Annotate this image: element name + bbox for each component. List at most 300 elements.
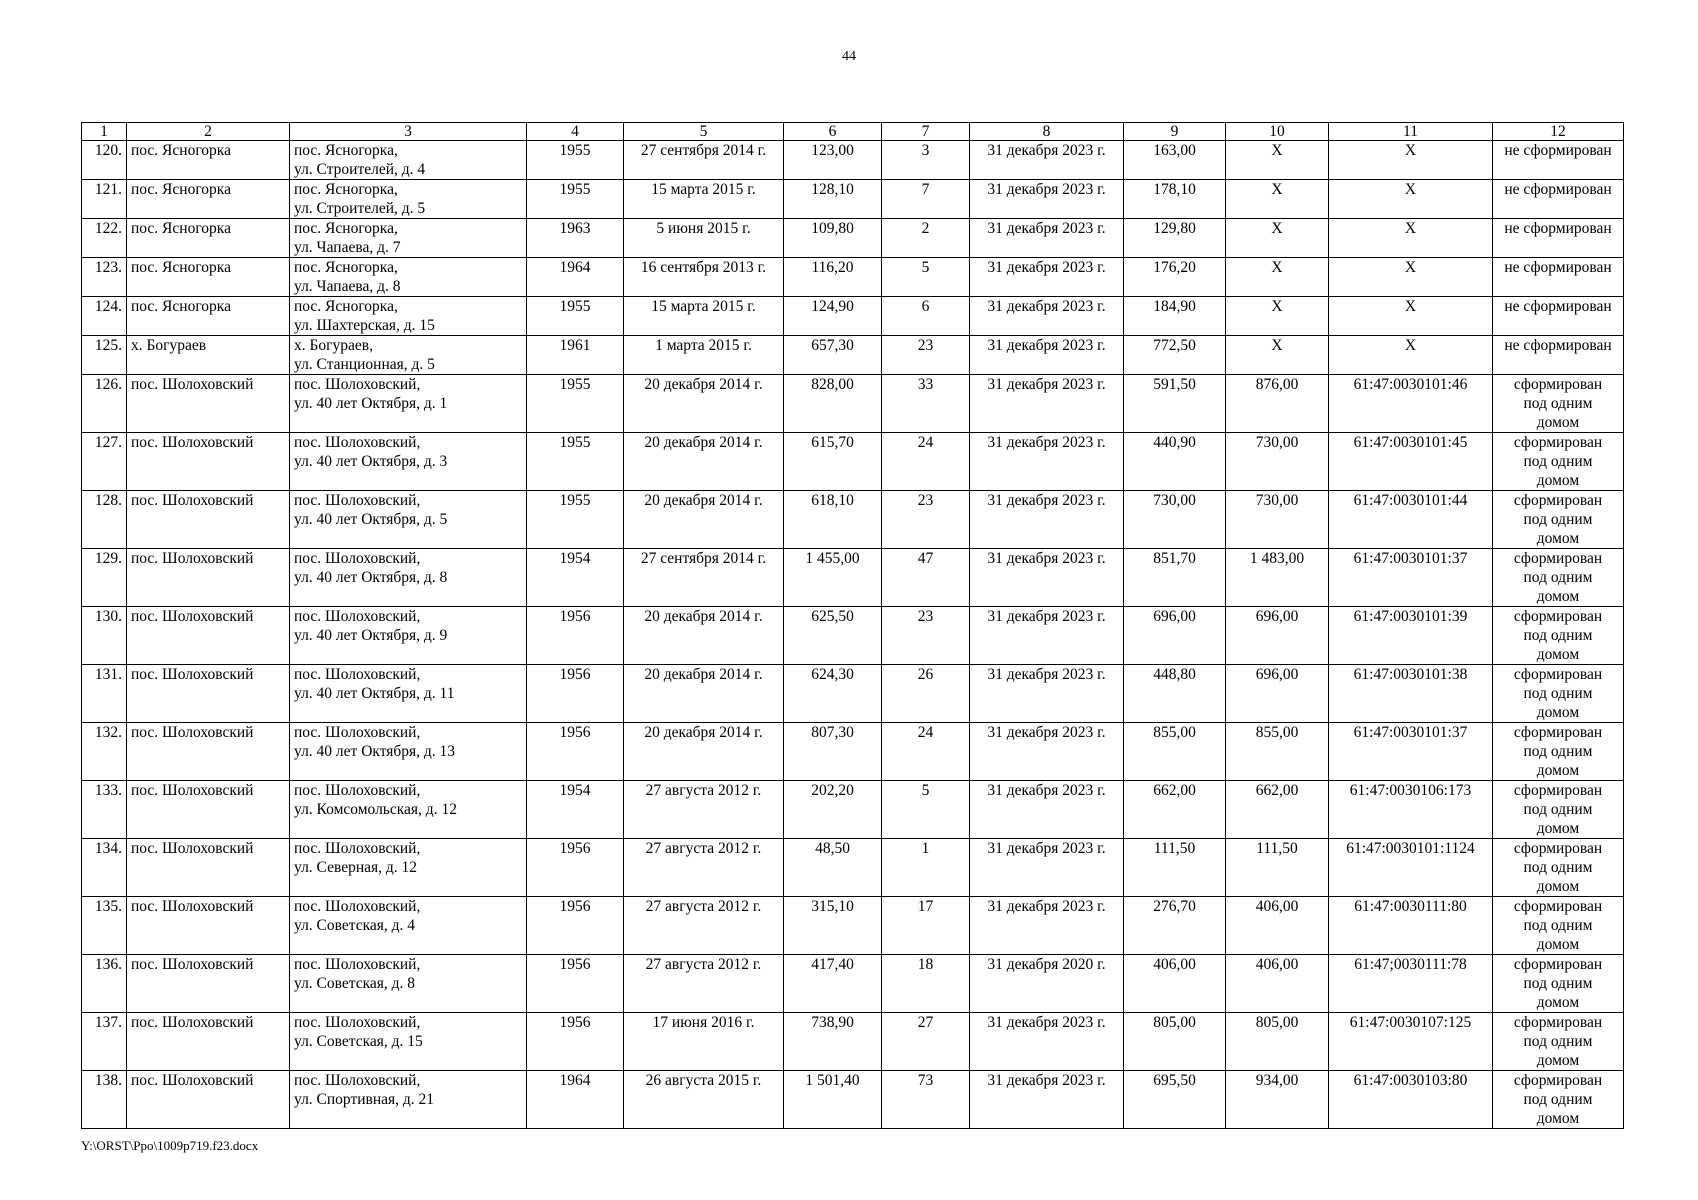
deadline-cell: 31 декабря 2020 г.: [970, 955, 1124, 1013]
address-line-2: ул. 40 лет Октября, д. 13: [294, 743, 456, 760]
row-number: 125.: [82, 336, 127, 375]
address-line-2: ул. 40 лет Октября, д. 3: [294, 453, 448, 470]
land-status-cell: [1493, 180, 1624, 219]
settlement-cell: пос. Шолоховский: [127, 665, 290, 723]
count-cell: 17: [882, 897, 970, 955]
settlement-cell: пос. Ясногорка: [127, 180, 290, 219]
settlement-cell: пос. Шолоховский: [127, 1071, 290, 1129]
status-line-2: под одним: [1523, 1033, 1593, 1050]
settlement-cell: пос. Шолоховский: [127, 491, 290, 549]
value-9-cell: 184,90: [1124, 297, 1226, 336]
area-cell: 1 455,00: [784, 549, 882, 607]
status-line-2: под одним: [1523, 453, 1593, 470]
land-status-cell: [1493, 297, 1624, 336]
deadline-cell: 31 декабря 2023 г.: [970, 141, 1124, 180]
address-line-1: пос. Ясногорка,: [294, 298, 398, 315]
count-cell: 24: [882, 723, 970, 781]
count-cell: 24: [882, 433, 970, 491]
land-status-cell: [1493, 781, 1624, 839]
deadline-cell: 31 декабря 2023 г.: [970, 180, 1124, 219]
area-cell: 618,10: [784, 491, 882, 549]
value-9-cell: 695,50: [1124, 1071, 1226, 1129]
date-cell: 20 декабря 2014 г.: [624, 607, 784, 665]
value-9-cell: 111,50: [1124, 839, 1226, 897]
land-status-cell: [1493, 665, 1624, 723]
count-cell: 7: [882, 180, 970, 219]
status-line-2: под одним: [1523, 917, 1593, 934]
column-number-5: 5: [624, 123, 784, 141]
date-cell: 27 августа 2012 г.: [624, 897, 784, 955]
value-10-cell: Х: [1226, 180, 1329, 219]
status-line-3: домом: [1536, 1052, 1580, 1069]
deadline-cell: 31 декабря 2023 г.: [970, 1071, 1124, 1129]
status-line-1: не сформирован: [1504, 298, 1612, 315]
status-line-1: сформирован: [1513, 840, 1603, 857]
value-10-cell: Х: [1226, 297, 1329, 336]
status-line-3: домом: [1536, 936, 1580, 953]
status-line-3: домом: [1536, 878, 1580, 895]
address-cell: [290, 433, 527, 491]
value-10-cell: 696,00: [1226, 665, 1329, 723]
land-status-cell: [1493, 1013, 1624, 1071]
cadastral-number-cell: 61:47:0030101:46: [1329, 375, 1493, 433]
row-number: 135.: [82, 897, 127, 955]
row-number: 127.: [82, 433, 127, 491]
year-cell: 1955: [527, 375, 624, 433]
cadastral-number-cell: 61:47:0030101:44: [1329, 491, 1493, 549]
area-cell: 116,20: [784, 258, 882, 297]
address-line-1: пос. Ясногорка,: [294, 142, 398, 159]
row-number: 129.: [82, 549, 127, 607]
table-row: [82, 839, 1624, 897]
settlement-cell: пос. Шолоховский: [127, 955, 290, 1013]
table-row: [82, 491, 1624, 549]
settlement-cell: пос. Ясногорка: [127, 258, 290, 297]
address-cell: [290, 180, 527, 219]
status-line-1: не сформирован: [1504, 337, 1612, 354]
address-line-2: ул. Советская, д. 8: [294, 975, 416, 992]
status-line-2: под одним: [1523, 395, 1593, 412]
date-cell: 26 августа 2015 г.: [624, 1071, 784, 1129]
row-number: 126.: [82, 375, 127, 433]
address-line-2: ул. Шахтерская, д. 15: [294, 317, 435, 334]
count-cell: 5: [882, 258, 970, 297]
date-cell: 27 августа 2012 г.: [624, 955, 784, 1013]
area-cell: 123,00: [784, 141, 882, 180]
address-line-1: пос. Шолоховский,: [294, 376, 421, 393]
value-10-cell: Х: [1226, 219, 1329, 258]
row-number: 124.: [82, 297, 127, 336]
count-cell: 5: [882, 781, 970, 839]
land-status-cell: [1493, 723, 1624, 781]
settlement-cell: пос. Шолоховский: [127, 549, 290, 607]
date-cell: 1 марта 2015 г.: [624, 336, 784, 375]
address-line-1: х. Богураев,: [294, 337, 373, 354]
settlement-cell: пос. Ясногорка: [127, 219, 290, 258]
land-status-cell: [1493, 897, 1624, 955]
year-cell: 1955: [527, 180, 624, 219]
status-line-3: домом: [1536, 414, 1580, 431]
table-row: [82, 549, 1624, 607]
value-10-cell: 934,00: [1226, 1071, 1329, 1129]
row-number: 132.: [82, 723, 127, 781]
address-line-2: ул. 40 лет Октября, д. 8: [294, 569, 448, 586]
address-line-1: пос. Ясногорка,: [294, 220, 398, 237]
value-9-cell: 276,70: [1124, 897, 1226, 955]
row-number: 137.: [82, 1013, 127, 1071]
area-cell: 1 501,40: [784, 1071, 882, 1129]
value-10-cell: Х: [1226, 258, 1329, 297]
land-status-cell: [1493, 491, 1624, 549]
table-row: [82, 897, 1624, 955]
address-line-1: пос. Шолоховский,: [294, 724, 421, 741]
address-cell: [290, 141, 527, 180]
date-cell: 15 марта 2015 г.: [624, 180, 784, 219]
deadline-cell: 31 декабря 2023 г.: [970, 665, 1124, 723]
date-cell: 16 сентября 2013 г.: [624, 258, 784, 297]
column-number-10: 10: [1226, 123, 1329, 141]
row-number: 120.: [82, 141, 127, 180]
year-cell: 1956: [527, 955, 624, 1013]
value-9-cell: 176,20: [1124, 258, 1226, 297]
row-number: 130.: [82, 607, 127, 665]
table-container: [81, 122, 1624, 1129]
value-10-cell: 111,50: [1226, 839, 1329, 897]
deadline-cell: 31 декабря 2023 г.: [970, 297, 1124, 336]
date-cell: 27 сентября 2014 г.: [624, 549, 784, 607]
column-number-11: 11: [1329, 123, 1493, 141]
column-number-6: 6: [784, 123, 882, 141]
status-line-2: под одним: [1523, 569, 1593, 586]
settlement-cell: пос. Шолоховский: [127, 607, 290, 665]
area-cell: 615,70: [784, 433, 882, 491]
date-cell: 27 августа 2012 г.: [624, 781, 784, 839]
cadastral-number-cell: 61:47:0030107:125: [1329, 1013, 1493, 1071]
land-status-cell: [1493, 1071, 1624, 1129]
land-status-cell: [1493, 336, 1624, 375]
year-cell: 1956: [527, 897, 624, 955]
value-9-cell: 805,00: [1124, 1013, 1226, 1071]
address-line-2: ул. 40 лет Октября, д. 5: [294, 511, 448, 528]
status-line-1: сформирован: [1513, 1072, 1603, 1089]
address-line-2: ул. 40 лет Октября, д. 9: [294, 627, 448, 644]
status-line-1: не сформирован: [1504, 181, 1612, 198]
area-cell: 128,10: [784, 180, 882, 219]
status-line-2: под одним: [1523, 685, 1593, 702]
land-status-cell: [1493, 258, 1624, 297]
settlement-cell: х. Богураев: [127, 336, 290, 375]
area-cell: 624,30: [784, 665, 882, 723]
land-status-cell: [1493, 607, 1624, 665]
date-cell: 20 декабря 2014 г.: [624, 375, 784, 433]
land-status-cell: [1493, 141, 1624, 180]
value-10-cell: 696,00: [1226, 607, 1329, 665]
settlement-cell: пос. Ясногорка: [127, 141, 290, 180]
date-cell: 20 декабря 2014 г.: [624, 491, 784, 549]
count-cell: 27: [882, 1013, 970, 1071]
value-10-cell: Х: [1226, 336, 1329, 375]
count-cell: 1: [882, 839, 970, 897]
land-status-cell: [1493, 955, 1624, 1013]
row-number: 122.: [82, 219, 127, 258]
date-cell: 27 сентября 2014 г.: [624, 141, 784, 180]
address-line-2: ул. Советская, д. 15: [294, 1033, 423, 1050]
status-line-1: сформирован: [1513, 898, 1603, 915]
land-status-cell: [1493, 433, 1624, 491]
value-9-cell: 406,00: [1124, 955, 1226, 1013]
file-path-footer: Y:\ORST\Ppo\1009p719.f23.docx: [81, 1138, 259, 1153]
status-line-3: домом: [1536, 704, 1580, 721]
deadline-cell: 31 декабря 2023 г.: [970, 723, 1124, 781]
value-9-cell: 591,50: [1124, 375, 1226, 433]
address-line-1: пос. Ясногорка,: [294, 181, 398, 198]
count-cell: 23: [882, 607, 970, 665]
status-line-2: под одним: [1523, 801, 1593, 818]
table-row: [82, 665, 1624, 723]
address-line-2: ул. 40 лет Октября, д. 11: [294, 685, 455, 702]
value-9-cell: 696,00: [1124, 607, 1226, 665]
row-number: 131.: [82, 665, 127, 723]
status-line-1: сформирован: [1513, 782, 1603, 799]
status-line-1: сформирован: [1513, 550, 1603, 567]
year-cell: 1954: [527, 549, 624, 607]
value-10-cell: 855,00: [1226, 723, 1329, 781]
address-line-2: ул. Комсомольская, д. 12: [294, 801, 457, 818]
year-cell: 1963: [527, 219, 624, 258]
address-cell: [290, 258, 527, 297]
deadline-cell: 31 декабря 2023 г.: [970, 433, 1124, 491]
address-cell: [290, 1013, 527, 1071]
cadastral-number-cell: Х: [1329, 336, 1493, 375]
address-line-1: пос. Шолоховский,: [294, 1072, 421, 1089]
land-status-cell: [1493, 375, 1624, 433]
column-number-4: 4: [527, 123, 624, 141]
year-cell: 1956: [527, 607, 624, 665]
deadline-cell: 31 декабря 2023 г.: [970, 219, 1124, 258]
row-number: 134.: [82, 839, 127, 897]
cadastral-number-cell: Х: [1329, 258, 1493, 297]
address-cell: [290, 336, 527, 375]
table-row: [82, 955, 1624, 1013]
settlement-cell: пос. Шолоховский: [127, 1013, 290, 1071]
value-10-cell: 730,00: [1226, 491, 1329, 549]
table-row: [82, 607, 1624, 665]
status-line-3: домом: [1536, 820, 1580, 837]
row-number: 128.: [82, 491, 127, 549]
address-cell: [290, 607, 527, 665]
cadastral-number-cell: 61:47:0030111:80: [1329, 897, 1493, 955]
table-body: [82, 123, 1624, 1129]
status-line-1: сформирован: [1513, 724, 1603, 741]
value-9-cell: 851,70: [1124, 549, 1226, 607]
date-cell: 20 декабря 2014 г.: [624, 433, 784, 491]
housing-table: [81, 122, 1624, 1129]
land-status-cell: [1493, 219, 1624, 258]
value-10-cell: Х: [1226, 141, 1329, 180]
address-line-1: пос. Шолоховский,: [294, 1014, 421, 1031]
table-row: [82, 297, 1624, 336]
column-number-12: 12: [1493, 123, 1624, 141]
address-line-2: ул. Советская, д. 4: [294, 917, 416, 934]
status-line-1: сформирован: [1513, 608, 1603, 625]
status-line-2: под одним: [1523, 511, 1593, 528]
address-cell: [290, 491, 527, 549]
table-row: [82, 375, 1624, 433]
address-line-1: пос. Шолоховский,: [294, 492, 421, 509]
cadastral-number-cell: 61:47:0030101:45: [1329, 433, 1493, 491]
count-cell: 6: [882, 297, 970, 336]
status-line-1: не сформирован: [1504, 259, 1612, 276]
address-line-2: ул. Спортивная, д. 21: [294, 1091, 435, 1108]
date-cell: 15 марта 2015 г.: [624, 297, 784, 336]
cadastral-number-cell: 61:47;0030111:78: [1329, 955, 1493, 1013]
address-cell: [290, 1071, 527, 1129]
status-line-2: под одним: [1523, 627, 1593, 644]
address-cell: [290, 781, 527, 839]
count-cell: 23: [882, 491, 970, 549]
cadastral-number-cell: 61:47:0030101:1124: [1329, 839, 1493, 897]
value-9-cell: 662,00: [1124, 781, 1226, 839]
count-cell: 47: [882, 549, 970, 607]
value-10-cell: 1 483,00: [1226, 549, 1329, 607]
area-cell: 48,50: [784, 839, 882, 897]
status-line-1: сформирован: [1513, 492, 1603, 509]
address-line-1: пос. Шолоховский,: [294, 608, 421, 625]
address-line-2: ул. Станционная, д. 5: [294, 356, 435, 373]
column-number-3: 3: [290, 123, 527, 141]
area-cell: 202,20: [784, 781, 882, 839]
year-cell: 1955: [527, 297, 624, 336]
value-9-cell: 440,90: [1124, 433, 1226, 491]
column-number-2: 2: [127, 123, 290, 141]
count-cell: 26: [882, 665, 970, 723]
table-row: [82, 781, 1624, 839]
row-number: 123.: [82, 258, 127, 297]
table-row: [82, 336, 1624, 375]
value-10-cell: 876,00: [1226, 375, 1329, 433]
address-cell: [290, 297, 527, 336]
status-line-3: домом: [1536, 1110, 1580, 1127]
address-line-1: пос. Шолоховский,: [294, 782, 421, 799]
status-line-2: под одним: [1523, 975, 1593, 992]
date-cell: 5 июня 2015 г.: [624, 219, 784, 258]
count-cell: 33: [882, 375, 970, 433]
year-cell: 1956: [527, 665, 624, 723]
status-line-1: не сформирован: [1504, 220, 1612, 237]
area-cell: 109,80: [784, 219, 882, 258]
date-cell: 27 августа 2012 г.: [624, 839, 784, 897]
deadline-cell: 31 декабря 2023 г.: [970, 336, 1124, 375]
year-cell: 1964: [527, 258, 624, 297]
year-cell: 1954: [527, 781, 624, 839]
year-cell: 1956: [527, 723, 624, 781]
status-line-3: домом: [1536, 994, 1580, 1011]
count-cell: 23: [882, 336, 970, 375]
table-row: [82, 141, 1624, 180]
address-line-1: пос. Ясногорка,: [294, 259, 398, 276]
deadline-cell: 31 декабря 2023 г.: [970, 897, 1124, 955]
status-line-2: под одним: [1523, 1091, 1593, 1108]
address-line-1: пос. Шолоховский,: [294, 666, 421, 683]
deadline-cell: 31 декабря 2023 г.: [970, 375, 1124, 433]
column-number-row: [82, 123, 1624, 141]
count-cell: 3: [882, 141, 970, 180]
status-line-1: сформирован: [1513, 666, 1603, 683]
year-cell: 1956: [527, 1013, 624, 1071]
cadastral-number-cell: 61:47:0030103:80: [1329, 1071, 1493, 1129]
date-cell: 20 декабря 2014 г.: [624, 665, 784, 723]
status-line-1: сформирован: [1513, 434, 1603, 451]
page-number: 44: [842, 49, 856, 64]
status-line-3: домом: [1536, 472, 1580, 489]
cadastral-number-cell: 61:47:0030101:38: [1329, 665, 1493, 723]
status-line-1: сформирован: [1513, 1014, 1603, 1031]
address-line-2: ул. Чапаева, д. 8: [294, 278, 401, 295]
address-cell: [290, 219, 527, 258]
value-10-cell: 406,00: [1226, 955, 1329, 1013]
deadline-cell: 31 декабря 2023 г.: [970, 491, 1124, 549]
area-cell: 315,10: [784, 897, 882, 955]
area-cell: 417,40: [784, 955, 882, 1013]
address-line-2: ул. Строителей, д. 5: [294, 200, 426, 217]
cadastral-number-cell: 61:47:0030101:37: [1329, 723, 1493, 781]
area-cell: 828,00: [784, 375, 882, 433]
settlement-cell: пос. Шолоховский: [127, 375, 290, 433]
address-line-1: пос. Шолоховский,: [294, 898, 421, 915]
table-row: [82, 219, 1624, 258]
address-line-2: ул. Чапаева, д. 7: [294, 239, 401, 256]
deadline-cell: 31 декабря 2023 г.: [970, 1013, 1124, 1071]
deadline-cell: 31 декабря 2023 г.: [970, 781, 1124, 839]
table-row: [82, 180, 1624, 219]
address-line-2: ул. Строителей, д. 4: [294, 161, 426, 178]
area-cell: 738,90: [784, 1013, 882, 1071]
land-status-cell: [1493, 549, 1624, 607]
area-cell: 124,90: [784, 297, 882, 336]
status-line-3: домом: [1536, 588, 1580, 605]
status-line-1: сформирован: [1513, 956, 1603, 973]
settlement-cell: пос. Шолоховский: [127, 897, 290, 955]
address-cell: [290, 897, 527, 955]
table-row: [82, 723, 1624, 781]
settlement-cell: пос. Шолоховский: [127, 433, 290, 491]
value-10-cell: 730,00: [1226, 433, 1329, 491]
table-row: [82, 1013, 1624, 1071]
status-line-2: под одним: [1523, 859, 1593, 876]
status-line-3: домом: [1536, 646, 1580, 663]
year-cell: 1961: [527, 336, 624, 375]
status-line-1: сформирован: [1513, 376, 1603, 393]
year-cell: 1964: [527, 1071, 624, 1129]
deadline-cell: 31 декабря 2023 г.: [970, 839, 1124, 897]
status-line-3: домом: [1536, 762, 1580, 779]
settlement-cell: пос. Шолоховский: [127, 839, 290, 897]
column-number-1: 1: [82, 123, 127, 141]
address-line-2: ул. Северная, д. 12: [294, 859, 418, 876]
address-cell: [290, 375, 527, 433]
cadastral-number-cell: Х: [1329, 141, 1493, 180]
year-cell: 1955: [527, 141, 624, 180]
value-9-cell: 448,80: [1124, 665, 1226, 723]
status-line-3: домом: [1536, 530, 1580, 547]
column-number-7: 7: [882, 123, 970, 141]
area-cell: 807,30: [784, 723, 882, 781]
date-cell: 20 декабря 2014 г.: [624, 723, 784, 781]
cadastral-number-cell: 61:47:0030101:39: [1329, 607, 1493, 665]
count-cell: 73: [882, 1071, 970, 1129]
cadastral-number-cell: Х: [1329, 297, 1493, 336]
year-cell: 1955: [527, 433, 624, 491]
